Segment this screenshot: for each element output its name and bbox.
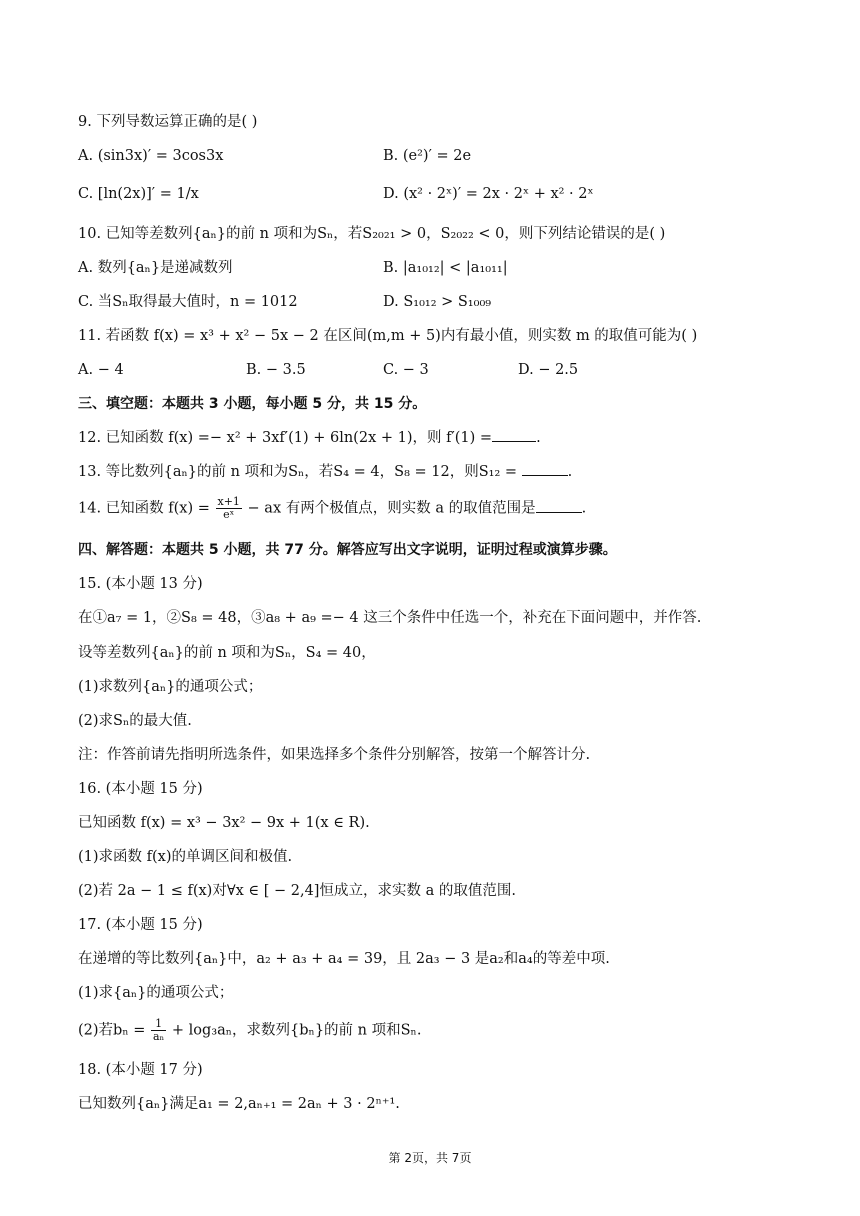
q14-answer-blank xyxy=(536,498,582,513)
page-footer: 第 2页，共 7页 xyxy=(388,1151,472,1165)
q17-fraction xyxy=(151,1018,166,1043)
q17-part-2-post: + log₃aₙ，求数列{bₙ}的前 n 项和Sₙ. xyxy=(171,1022,422,1039)
q14-fraction-numerator: x+1 xyxy=(217,495,240,508)
q12-text: 12. 已知函数 f(x) =− x² + 3xf′(1) + 6ln(2x + 1)，则 f′(1) = xyxy=(78,430,493,446)
q11-option-a: A. − 4 xyxy=(78,362,124,378)
q13-answer-blank xyxy=(522,461,568,476)
q15-part-1: (1)求数列{aₙ}的通项公式； xyxy=(78,679,263,695)
q11-option-d: D. − 2.5 xyxy=(518,362,579,378)
q9-option-c: C. [ln(2x)]′ = 1/x xyxy=(78,186,199,202)
q17-part-1: (1)求{aₙ}的通项公式； xyxy=(78,985,234,1001)
q17-line-1: 在递增的等比数列{aₙ}中，a₂ + a₃ + a₄ = 39，且 2a₃ − 3 是a₂和a₄的等差中项. xyxy=(78,951,610,967)
q11-option-b: B. − 3.5 xyxy=(246,362,306,378)
q10-option-c: C. 当Sₙ取得最大值时，n = 1012 xyxy=(78,294,298,310)
q18-heading: 18. (本小题 17 分) xyxy=(78,1062,203,1078)
q11-option-c: C. − 3 xyxy=(383,362,429,378)
q15-part-2: (2)求Sₙ的最大值. xyxy=(78,713,192,729)
q10-option-a: A. 数列{aₙ}是递减数列 xyxy=(78,260,233,276)
q10-stem: 10. 已知等差数列{aₙ}的前 n 项和为Sₙ，若S₂₀₂₁ > 0，S₂₀₂₂ < 0，则下列结论错误的是( ) xyxy=(78,226,666,242)
q14-text-pre: 14. 已知函数 f(x) = xyxy=(78,500,210,517)
q9-stem: 9. 下列导数运算正确的是( ) xyxy=(78,114,258,130)
q12-answer-blank xyxy=(492,427,536,442)
q16-part-2: (2)若 2a − 1 ≤ f(x)对∀x ∈ [ − 2,4]恒成立，求实数 a 的取值范围. xyxy=(78,883,516,899)
q14-line: 14. 已知函数 f(x) = $\frac{x+1}{\text{eˣ}}$ − ax 有两个极值点，则实数 a 的取值范围是 . xyxy=(78,495,587,521)
q16-part-1: (1)求函数 f(x)的单调区间和极值. xyxy=(78,849,293,865)
q15-line-2: 设等差数列{aₙ}的前 n 项和为Sₙ，S₄ = 40， xyxy=(78,645,376,661)
q9-option-b: B. (e²)′ = 2e xyxy=(383,148,472,164)
q9-option-a: A. (sin3x)′ = 3cos3x xyxy=(78,148,224,164)
section-answer-heading: 四、解答题：本题共 5 小题，共 77 分。解答应写出文字说明，证明过程或演算步骤。 xyxy=(78,542,617,558)
q10-option-d: D. S₁₀₁₂ > S₁₀₀₉ xyxy=(383,294,492,310)
q15-note: 注：作答前请先指明所选条件，如果选择多个条件分别解答，按第一个解答计分. xyxy=(78,747,591,763)
q16-line-1: 已知函数 f(x) = x³ − 3x² − 9x + 1(x ∈ R). xyxy=(78,815,370,831)
q17-heading: 17. (本小题 15 分) xyxy=(78,917,203,933)
q15-heading: 15. (本小题 13 分) xyxy=(78,576,203,592)
q17-fraction-numerator: 1 xyxy=(151,1018,166,1031)
q12-line: 12. 已知函数 f(x) =− x² + 3xf′(1) + 6ln(2x + 1)，则 f′(1) = . xyxy=(78,427,541,448)
q17-part-2-pre: (2)若bₙ = xyxy=(78,1022,146,1039)
q9-option-d: D. (x² · 2ˣ)′ = 2x · 2ˣ + x² · 2ˣ xyxy=(383,186,594,202)
q14-fraction xyxy=(216,496,242,521)
q15-line-1: 在①a₇ = 1，②S₈ = 48，③a₈ + a₉ =− 4 这三个条件中任选一个，补充在下面问题中，并作答. xyxy=(78,610,702,626)
q13-text: 13. 等比数列{aₙ}的前 n 项和为Sₙ，若S₄ = 4，S₈ = 12，则S₁₂ = xyxy=(78,464,518,480)
q14-fraction-denominator: eˣ xyxy=(223,508,235,521)
q13-line: 13. 等比数列{aₙ}的前 n 项和为Sₙ，若S₄ = 4，S₈ = 12，则S₁₂ = . xyxy=(78,461,572,482)
q16-heading: 16. (本小题 15 分) xyxy=(78,781,203,797)
q17-part-2 xyxy=(78,1018,421,1043)
q10-option-b: B. |a₁₀₁₂| < |a₁₀₁₁| xyxy=(383,260,508,276)
q18-line-1: 已知数列{aₙ}满足a₁ = 2,aₙ₊₁ = 2aₙ + 3 · 2ⁿ⁺¹. xyxy=(78,1096,400,1112)
q14-text-post: − ax 有两个极值点，则实数 a 的取值范围是 xyxy=(247,500,536,517)
q11-stem: 11. 若函数 f(x) = x³ + x² − 5x − 2 在区间(m,m + 5)内有最小值，则实数 m 的取值可能为( ) xyxy=(78,328,698,344)
section-fill-in-heading: 三、填空题：本题共 3 小题，每小题 5 分，共 15 分。 xyxy=(78,396,427,412)
q17-fraction-denominator: aₙ xyxy=(152,1030,165,1043)
